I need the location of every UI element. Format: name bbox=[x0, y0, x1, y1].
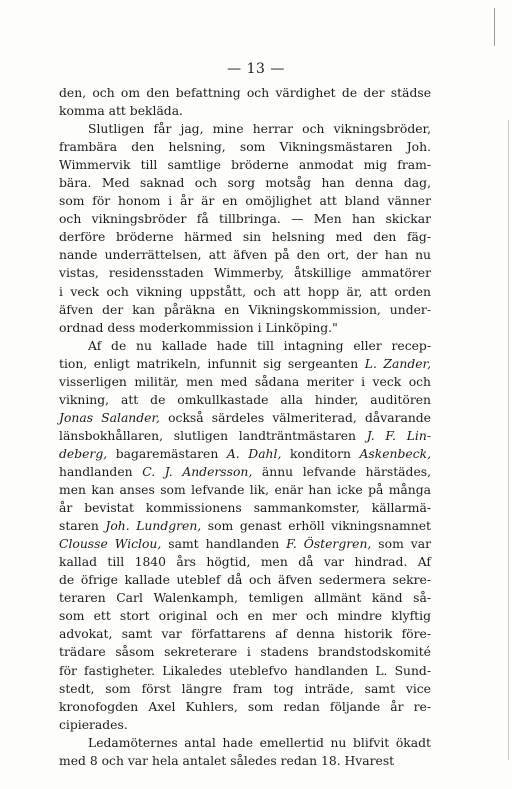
text-line bbox=[59, 337, 431, 355]
text-fragment: men kan anses som lefvande lik, enär han icke på många bbox=[59, 483, 431, 498]
italic-name: A. Dahl, bbox=[226, 446, 282, 461]
text-fragment: konditorn bbox=[281, 446, 360, 461]
text-fragment: som ett stort original och en mer och mindre klyftig bbox=[59, 609, 431, 624]
text-line bbox=[59, 662, 431, 680]
italic-name: J. F. Lin- bbox=[366, 428, 431, 443]
text-fragment: staren bbox=[59, 519, 106, 534]
text-line bbox=[59, 373, 431, 391]
text-fragment: kronofogden Axel Kuhlers, som redan följande år re- bbox=[59, 699, 431, 714]
text-fragment: med 8 och var hela antalet således redan 18. Hvarest bbox=[59, 753, 395, 768]
text-line bbox=[59, 427, 431, 445]
text-fragment: som för honom i år är en omöjlighet att bland vänner bbox=[59, 194, 431, 209]
text-fragment: advokat, samt var författarens af denna historik före- bbox=[59, 627, 431, 642]
text-fragment: handlanden bbox=[59, 464, 143, 479]
text-fragment: Slutligen får jag, mine herrar och vikningsbröder, bbox=[88, 122, 431, 137]
body-text bbox=[59, 84, 431, 770]
italic-name: Clousse Wiclou, bbox=[59, 537, 162, 552]
text-fragment: år bevistat kommissionens sammankomster, källarmä- bbox=[59, 501, 431, 516]
text-line bbox=[59, 499, 431, 517]
italic-name: F. Östergren, bbox=[286, 537, 372, 552]
text-line bbox=[59, 156, 431, 174]
text-line bbox=[59, 716, 431, 734]
text-fragment: teraren Carl Walenkamph, temligen allmänt känd så- bbox=[59, 591, 431, 606]
text-fragment: ännu lefvande härstädes, bbox=[252, 464, 432, 479]
text-fragment: som var bbox=[371, 537, 431, 552]
text-fragment: samt handlanden bbox=[161, 537, 287, 552]
text-line bbox=[59, 517, 431, 535]
text-line bbox=[59, 228, 431, 246]
text-fragment: derföre bröderne härmed sin helsning med den fäg- bbox=[59, 230, 431, 245]
italic-name: Askenbeck, bbox=[359, 446, 432, 461]
text-fragment: som genast erhöll vikningsnamnet bbox=[201, 519, 431, 534]
text-fragment: vistas, residensstaden Wimmerby, åtskillige ammatörer bbox=[59, 266, 431, 281]
text-fragment: äfven der kan påräkna en Vikningskommission, under- bbox=[59, 302, 431, 317]
text-line bbox=[59, 138, 431, 156]
text-fragment: Af de nu kallade hade till intagning eller recep- bbox=[88, 338, 431, 353]
text-fragment: för fastigheter. Likaledes uteblefvo handlanden L. Sund- bbox=[59, 663, 431, 678]
text-line bbox=[59, 301, 431, 319]
text-fragment: Ledamöternes antal hade emellertid nu blifvit ökadt bbox=[88, 735, 431, 750]
text-fragment: komma att bekläda. bbox=[59, 104, 183, 119]
text-line bbox=[59, 264, 431, 282]
text-line bbox=[59, 102, 431, 120]
text-line bbox=[59, 355, 431, 373]
text-fragment: nande underrättelsen, att äfven på den ort, der han nu bbox=[59, 248, 431, 263]
text-line bbox=[59, 192, 431, 210]
text-fragment: också särdeles välmeriterad, dåvarande bbox=[159, 410, 431, 425]
text-line bbox=[59, 734, 431, 752]
text-fragment: kallad till 1840 års högtid, men då var hindrad. Af bbox=[59, 555, 431, 570]
text-fragment: den, och om den befattning och värdighet de der städse bbox=[59, 86, 431, 100]
italic-name: L. Zander, bbox=[364, 356, 431, 371]
text-line bbox=[59, 625, 431, 643]
text-fragment: bagaremästaren bbox=[107, 446, 227, 461]
text-line bbox=[59, 210, 431, 228]
text-line bbox=[59, 174, 431, 192]
italic-name: C. J. Andersson, bbox=[142, 464, 253, 479]
text-line bbox=[59, 319, 431, 337]
text-line bbox=[59, 607, 431, 625]
text-fragment: och vikningsbröder få tillbringa. — Men han skickar bbox=[59, 212, 431, 227]
text-line bbox=[59, 409, 431, 427]
text-line bbox=[59, 84, 431, 102]
text-fragment: de öfrige kallade uteblef då och äfven sedermera sekre- bbox=[59, 573, 431, 588]
text-line bbox=[59, 246, 431, 264]
text-fragment: trädare såsom sekreterare i stadens brandstodskomité bbox=[59, 645, 431, 660]
text-line bbox=[59, 680, 431, 698]
text-line bbox=[59, 571, 431, 589]
text-line bbox=[59, 463, 431, 481]
text-fragment: Wimmervik till samtlige bröderne anmodat mig fram- bbox=[59, 158, 431, 173]
text-line bbox=[59, 481, 431, 499]
text-line bbox=[59, 391, 431, 409]
text-line bbox=[59, 643, 431, 661]
text-line bbox=[59, 698, 431, 716]
text-line bbox=[59, 120, 431, 138]
page-number: — 13 — bbox=[227, 61, 285, 77]
italic-name: Joh. Lundgren, bbox=[105, 519, 202, 534]
text-line bbox=[59, 535, 431, 553]
text-line bbox=[59, 752, 431, 770]
text-fragment: cipierades. bbox=[59, 717, 128, 732]
text-fragment: vikning, att de omkullkastade alla hinder, auditören bbox=[59, 392, 431, 407]
text-line bbox=[59, 445, 431, 463]
scan-edge-mark bbox=[494, 8, 495, 46]
text-line bbox=[59, 589, 431, 607]
text-fragment: bära. Med saknad och sorg motsåg han denna dag, bbox=[59, 176, 431, 191]
text-line bbox=[59, 283, 431, 301]
scan-edge-mark bbox=[508, 120, 509, 760]
italic-name: deberg, bbox=[59, 446, 108, 461]
text-fragment: i veck och vikning uppstått, och att hopp är, att orden bbox=[59, 284, 431, 299]
text-fragment: länsbokhållaren, slutligen landträntmästaren bbox=[59, 428, 367, 443]
text-fragment: visserligen militär, men med sådana meriter i veck och bbox=[59, 374, 431, 389]
text-fragment: ordnad dess moderkommission i Linköping." bbox=[59, 320, 338, 335]
text-fragment: stedt, som först längre fram tog inträde, samt vice bbox=[59, 681, 431, 696]
text-fragment: frambära den helsning, som Vikningsmästaren Joh. bbox=[59, 140, 431, 155]
text-fragment: tion, enligt matrikeln, infunnit sig sergeanten bbox=[59, 356, 365, 371]
italic-name: Jonas Salander, bbox=[59, 410, 160, 425]
text-line bbox=[59, 553, 431, 571]
